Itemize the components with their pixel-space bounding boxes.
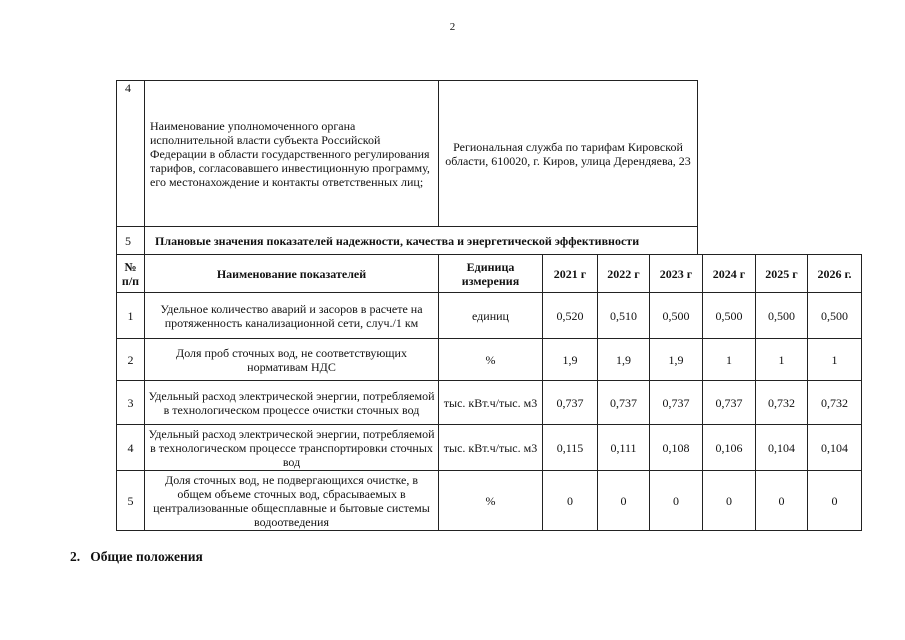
value-2026: 1	[808, 339, 862, 381]
col-header-num: № п/п	[117, 255, 145, 293]
value-2025: 0,500	[756, 293, 808, 339]
value-2025: 0,732	[756, 381, 808, 425]
value-2025: 1	[756, 339, 808, 381]
unit: тыс. кВт.ч/тыс. м3	[439, 425, 543, 471]
value-2026: 0	[808, 471, 862, 531]
value-2024: 0,500	[703, 293, 756, 339]
value-2023: 1,9	[650, 339, 703, 381]
value-2022: 1,9	[598, 339, 650, 381]
value-2024: 0	[703, 471, 756, 531]
col-header-2026: 2026 г.	[808, 255, 862, 293]
value-2024: 1	[703, 339, 756, 381]
value-2026: 0,500	[808, 293, 862, 339]
table-header-row	[117, 255, 862, 293]
value-2024: 0,737	[703, 381, 756, 425]
page-number: 2	[449, 21, 456, 33]
col-header-2022: 2022 г	[598, 255, 650, 293]
value-2023: 0,108	[650, 425, 703, 471]
section-number: 5	[117, 227, 145, 255]
row-number: 4	[117, 425, 145, 471]
section-5-row	[117, 227, 698, 255]
info-table	[116, 80, 698, 255]
value-2023: 0	[650, 471, 703, 531]
indicator-name: Удельный расход электрической энергии, потребляемой в технологическом процессе очистки сточных вод	[145, 381, 439, 425]
value-2021: 1,9	[543, 339, 598, 381]
table-row	[117, 471, 862, 531]
row-number: 2	[117, 339, 145, 381]
value-2022: 0,510	[598, 293, 650, 339]
value-2026: 0,104	[808, 425, 862, 471]
col-header-2023: 2023 г	[650, 255, 703, 293]
row-number: 1	[117, 293, 145, 339]
value-2021: 0,520	[543, 293, 598, 339]
value-2026: 0,732	[808, 381, 862, 425]
table-row	[117, 381, 862, 425]
row-number: 5	[117, 471, 145, 531]
unit: %	[439, 471, 543, 531]
section-title: Плановые значения показателей надежности, качества и энергетической эффективности	[145, 227, 698, 255]
value-2022: 0,737	[598, 381, 650, 425]
value-2024: 0,106	[703, 425, 756, 471]
value-2023: 0,500	[650, 293, 703, 339]
table-row	[117, 339, 862, 381]
table-row	[117, 425, 862, 471]
value-2022: 0	[598, 471, 650, 531]
value-2025: 0	[756, 471, 808, 531]
row-number: 4	[117, 81, 145, 227]
col-header-name: Наименование показателей	[145, 255, 439, 293]
unit: единиц	[439, 293, 543, 339]
value-2025: 0,104	[756, 425, 808, 471]
col-header-unit: Единица измерения	[439, 255, 543, 293]
unit: тыс. кВт.ч/тыс. м3	[439, 381, 543, 425]
value-2022: 0,111	[598, 425, 650, 471]
info-row-4	[117, 81, 698, 227]
unit: %	[439, 339, 543, 381]
indicators-table	[116, 254, 862, 531]
indicator-name: Удельный расход электрической энергии, потребляемой в технологическом процессе транспортировки сточных вод	[145, 425, 439, 471]
row-value: Региональная служба по тарифам Кировской области, 610020, г. Киров, улица Дерендяева, 23	[439, 81, 698, 227]
indicator-name: Удельное количество аварий и засоров в расчете на протяженность канализационной сети, случ./1 км	[145, 293, 439, 339]
indicator-name: Доля сточных вод, не подвергающихся очистке, в общем объеме сточных вод, сбрасываемых в централизованные общесплавные и бытовые системы водоотведения	[145, 471, 439, 531]
table-row	[117, 293, 862, 339]
value-2021: 0,737	[543, 381, 598, 425]
indicator-name: Доля проб сточных вод, не соответствующих нормативам НДС	[145, 339, 439, 381]
col-header-2025: 2025 г	[756, 255, 808, 293]
col-header-2021: 2021 г	[543, 255, 598, 293]
col-header-2024: 2024 г	[703, 255, 756, 293]
section-2-heading: 2. Общие положения	[70, 549, 203, 564]
row-number: 3	[117, 381, 145, 425]
row-label: Наименование уполномоченного органа исполнительной власти субъекта Российской Федерации в области государственного регулирования тарифов, согласовавшего инвестиционную программу, его местонахождение и контакты ответственных лиц;	[145, 81, 439, 227]
value-2023: 0,737	[650, 381, 703, 425]
value-2021: 0,115	[543, 425, 598, 471]
value-2021: 0	[543, 471, 598, 531]
